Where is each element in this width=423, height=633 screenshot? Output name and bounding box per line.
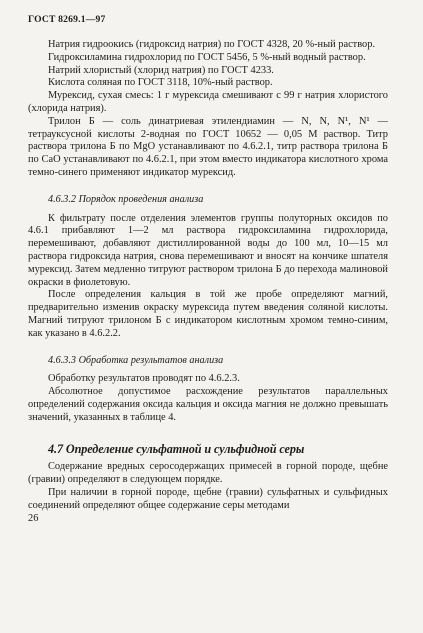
- section-title-47: 4.7 Определение сульфатной и сульфидной серы: [48, 441, 305, 456]
- reagent-item: Кислота соляная по ГОСТ 3118, 10%-ный раствор.: [48, 77, 273, 89]
- paragraph: После определения кальция в той же пробе определяют магний, предварительно изменив окраску мурексида путем введения соляной кислоты. Магний титруют трилоном Б с индикатором кислотным хромом темно-синим, как указано в 4.6.2.2.: [28, 289, 388, 339]
- paragraph: Обработку результатов проводят по 4.6.2.3.: [48, 373, 240, 385]
- reagent-item: Натрий хлористый (хлорид натрия) по ГОСТ 4233.: [48, 64, 274, 76]
- reagent-item: Натрия гидроокись (гидроксид натрия) по ГОСТ 4328, 20 %-ный раствор.: [48, 39, 376, 50]
- subsection-title-4632: 4.6.3.2 Порядок проведения анализа: [48, 193, 204, 205]
- reagent-item: Мурексид, сухая смесь: 1 г мурексида смешивают с 99 г натрия хлористого (хлорида натрия).: [28, 90, 388, 114]
- reagent-item: Трилон Б — соль динатриевая этилендиамин — N, N, N¹, N¹ — тетрауксусной кислоты 2-водная по ГОСТ 10652 — 0,05 М раствор. Титр раствора трилона Б по MgO устанавливают по 4.6.2.1, титр раствора трилона Б по CaO устанавливают по 4.6.2.1, при этом вместо индикатора кислотного хрома темно-синего применяют индикатор мурексид.: [28, 115, 388, 178]
- document-header: ГОСТ 8269.1—97: [28, 14, 106, 25]
- subsection-title-4633: 4.6.3.3 Обработка результатов анализа: [48, 354, 224, 366]
- document-body: [28, 39, 388, 525]
- paragraph: Абсолютное допустимое расхождение результатов параллельных определений содержания оксида кальция и оксида магния не должно превышать значений, указанных в таблице 4.: [28, 386, 388, 423]
- paragraph: К фильтрату после отделения элементов группы полуторных оксидов по 4.6.1 прибавляют 1—2 мл раствора гидроксиламина гидрохлорида, перемешивают, добавляют дистиллированной воды до 100 мл, 10—15 мл раствора гидроксида натрия, снова перемешивают и вносят на кончике шпателя мурексид. Затем медленно титруют раствором трилона Б до перехода малиновой окраски в фиолетовую.: [28, 212, 388, 288]
- paragraph: Содержание вредных серосодержащих примесей в горной породе, щебне (гравии) определяют в следующем порядке.: [28, 461, 388, 486]
- reagent-item: Гидроксиламина гидрохлорид по ГОСТ 5456, 5 %-ный водный раствор.: [48, 51, 366, 63]
- paragraph: При наличии в горной породе, щебне (гравии) сульфатных и сульфидных соединений определяют общее содержание серы методами: [28, 486, 388, 511]
- page-number: 26: [28, 512, 39, 524]
